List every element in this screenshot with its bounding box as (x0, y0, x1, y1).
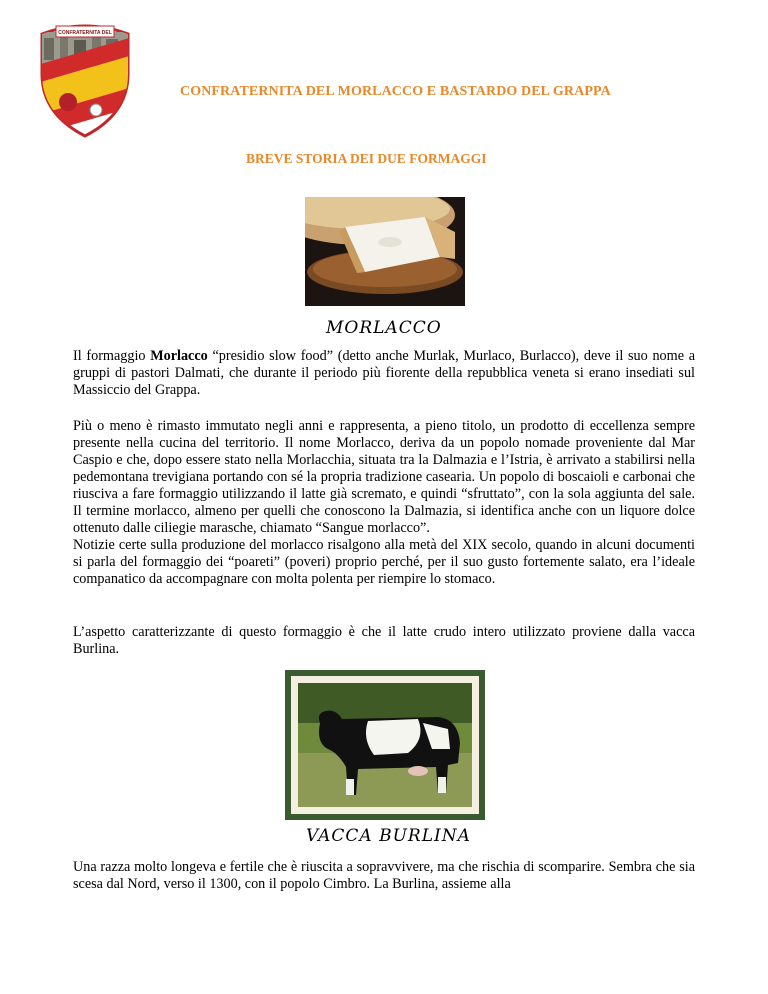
cow-image-mat (291, 676, 479, 814)
confraternita-logo (34, 14, 136, 142)
org-title: CONFRATERNITA DEL MORLACCO E BASTARDO DEL GRAPPA (180, 84, 611, 99)
section-title-morlacco: MORLACCO (326, 318, 442, 338)
paragraph-morlacco-history (73, 418, 695, 588)
milk-text: L’aspetto caratterizzante di questo formaggio è che il latte crudo intero utilizzato proviene dalla vacca Burlina. (73, 624, 695, 657)
paragraph-morlacco-intro (73, 348, 695, 399)
intro-text-b: “presidio slow food” (detto anche Murlak, Murlaco, Burlacco), deve il suo nome a gruppi di pastori Dalmati, che durante il periodo più fiorente della repubblica veneta si erano insediati sul Massiccio del Grappa. (73, 348, 696, 398)
morlacco-cheese-image (305, 197, 465, 306)
intro-bold-morlacco: Morlacco (150, 348, 208, 364)
logo-text: CONFRATERNITA DEL (58, 30, 112, 36)
cow-image-frame (285, 670, 485, 820)
section-title-vacca-burlina: VACCA BURLINA (306, 826, 471, 846)
burlina-text: Una razza molto longeva e fertile che è riuscita a sopravvivere, ma che rischia di scomparire. Sembra che sia scesa dal Nord, verso il 1300, con il popolo Cimbro. La Burlina, assieme alla (73, 859, 695, 892)
paragraph-burlina-intro (73, 859, 695, 893)
document-subtitle: BREVE STORIA DEI DUE FORMAGGI (246, 151, 487, 166)
paragraph-morlacco-milk (73, 624, 695, 658)
history-notizie-text: Notizie certe sulla produzione del morlacco risalgono alla metà del XIX secolo, quando in alcuni documenti si parla del formaggio dei “poareti” (poveri) proprio perché, per il suo gusto fortemente salato, era l’ideale companatico da accompagnare con molta polenta per riempire lo stomaco. (73, 537, 695, 587)
burlina-cow-image (298, 683, 472, 807)
history-text: Più o meno è rimasto immutato negli anni e rappresenta, a pieno titolo, un prodotto di eccellenza sempre presente nella cucina del territorio. Il nome Morlacco, deriva da un popolo nomade proveniente dal Mar Caspio e che, dopo essere stato nella Morlacchia, situata tra la Dalmazia e l’Istria, è arrivato a stabilirsi nella pedemontana trevigiana portando con sé la propria tradizione casearia. Un popolo di boscaioli e carbonai che riusciva a fare formaggio utilizzando il latte già scremato, e quindi “sfruttato”, con la sola aggiunta del sale. Il termine morlacco, almeno per quelli che conoscono la Dalmazia, si identifica anche con un liquore dolce ottenuto dalle ciliegie marasche, chiamato “Sangue morlacco”. (73, 418, 695, 536)
intro-text-a: Il formaggio (73, 348, 151, 364)
